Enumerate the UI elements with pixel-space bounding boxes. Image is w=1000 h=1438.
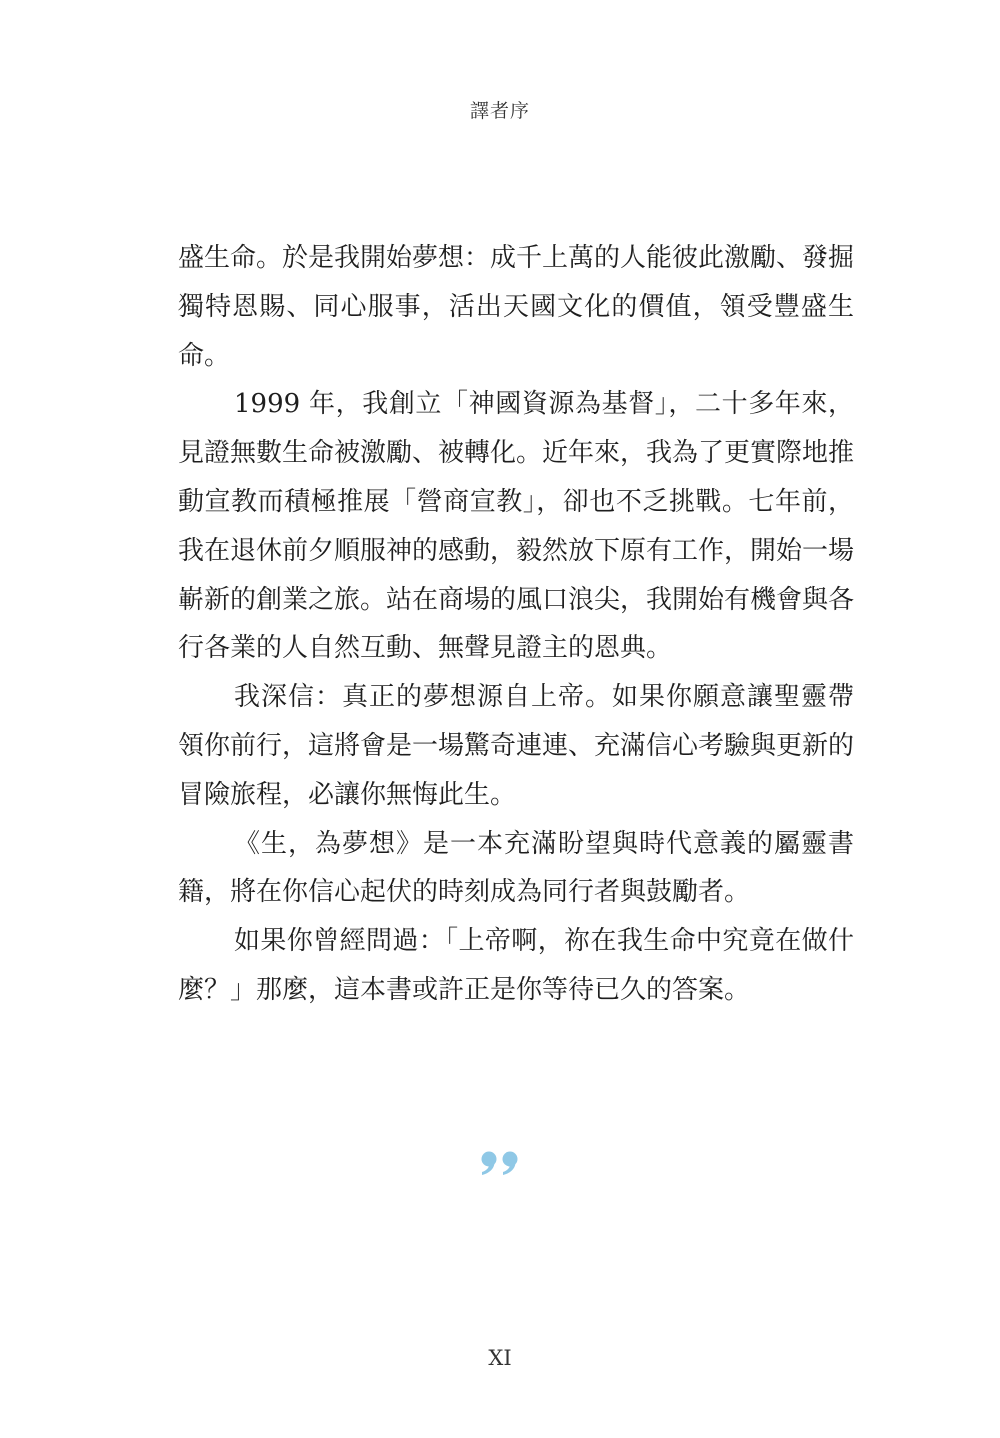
paragraph-continued: 盛生命。於是我開始夢想：成千上萬的人能彼此激勵、發掘獨特恩賜、同心服事，活出天國文化的價值，領受豐盛生命。 xyxy=(178,243,855,371)
paragraph: 如果你曾經問過：「上帝啊，祢在我生命中究竟在做什麼？」那麼，這本書或許正是你等待已久的答案。 xyxy=(178,926,854,1005)
page-number: XI xyxy=(488,1346,512,1370)
paragraph: 《生，為夢想》是一本充滿盼望與時代意義的屬靈書籍，將在你信心起伏的時刻成為同行者與鼓勵者。 xyxy=(178,828,854,908)
closing-ornament xyxy=(0,1150,1000,1176)
body-text xyxy=(178,234,854,1015)
paragraph: 我深信：真正的夢想源自上帝。如果你願意讓聖靈帶領你前行，這將會是一場驚奇連連、充滿信心考驗與更新的冒險旅程，必讓你無悔此生。 xyxy=(178,682,855,810)
paragraph: 1999 年，我創立「神國資源為基督」，二十多年來，見證無數生命被激勵、被轉化。近年來，我為了更實際地推動宣教而積極推展「營商宣教」，卻也不乏挑戰。七年前，我在退休前夕順服神的感動，毅然放下原有工作，開始一場嶄新的創業之旅。站在商場的風口浪尖，我開始有機會與各行各業的人自然互動、無聲見證主的恩典。 xyxy=(178,389,855,664)
running-header: 譯者序 xyxy=(469,100,530,122)
closing-quote-icon xyxy=(479,1150,521,1176)
